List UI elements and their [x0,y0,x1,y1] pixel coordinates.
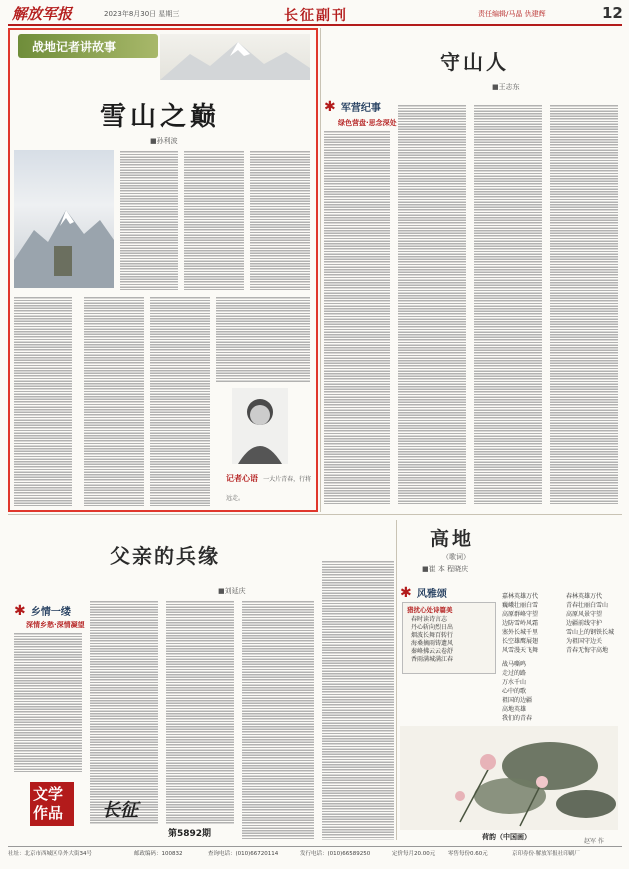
poem-line: 巍峨壮丽白雪 [502,602,539,609]
author-caption-note: 一大片青春，行将远走。 [226,476,312,502]
poetry-box-line: 香雨满城满江春 [411,656,454,663]
lower-article-title: 父亲的兵缘 [110,544,220,568]
column-divider [396,520,397,840]
right-text-col4 [550,104,618,504]
literature-logo-text: 文学作品 [33,785,64,822]
footer-price-single: 零售每份0.60元 [448,851,488,857]
feature-text-col4b [216,296,310,382]
poem-line: 心中的歌 [502,688,527,695]
column-divider [320,28,321,512]
footer-price-month: 定价每月20.00元 [392,851,436,857]
poem-byline: ■崔 本 程晓庆 [422,565,469,573]
poem-line: 为祖国守边关 [566,638,603,645]
poem-subtitle: （歌词） [442,553,470,561]
right-article-byline: ■王志东 [492,83,520,91]
paper-name: 解放军报 [12,5,73,23]
section-title: 长征副刊 [284,8,348,24]
feature-text-col2b [84,296,144,506]
footer-phone: 查询电话：(010)66720114 [208,851,279,857]
literature-logo [30,782,74,826]
poem-line: 风雪漫天飞舞 [502,647,539,654]
footer-rule [8,846,622,847]
painting-caption: 荷韵（中国画） [482,833,531,841]
poem-line: 我们的青春 [502,715,533,722]
lower-column-badge-label: 乡情一缕 [30,607,71,618]
author-portrait [232,388,288,464]
lower-article-byline: ■刘延庆 [218,587,246,595]
poem-line: 长空雄鹰展翅 [502,638,539,645]
feature-text-col2 [184,150,244,290]
footer [8,849,622,863]
poem-line: 青春无悔守高地 [566,647,609,654]
poem-line: 嘉林英雄万代 [502,593,539,600]
header-rule [8,24,622,26]
poem-line: 青春壮丽白雪山 [566,602,609,609]
poetry-box [402,602,496,674]
issue-number: 第5892期 [168,829,212,839]
poem-line: 雪山上的钢铁长城 [566,629,615,636]
poem-line: 走过的路 [502,670,527,677]
middle-divider [8,514,622,515]
poem-line: 塞外长城千里 [502,629,539,636]
poem-title: 高地 [430,528,475,550]
footer-printer: 京印券份·解放军报社印刷厂 [512,851,580,857]
poem-line: 春林英雄万代 [566,593,603,600]
poem-line: 边防雪岭风霜 [502,620,539,627]
poetry-box-line: 秦峰拂云云卷舒 [411,648,454,655]
poetry-box-line: 春时读诗言志 [411,616,448,623]
poetry-column-badge-label: 风雅颂 [416,589,447,600]
right-text-col3 [474,104,542,504]
article-title: 雪山之巅 [100,102,221,132]
column-badge-label: 战地记者讲故事 [32,40,117,54]
lower-text-col3 [166,600,234,824]
right-text-col2 [398,104,466,504]
poetry-box-line: 丹心斩向烈日出 [411,624,454,631]
feature-text-col3b [150,296,210,506]
poem-col1 [502,592,562,655]
footer-office-phone: 发行电话：(010)66589250 [300,851,371,857]
feature-text-col1 [120,150,178,290]
lower-text-col5 [322,560,394,840]
page-number: 12 [602,4,623,22]
poetry-box-line: 海桑摘雨铸遗风 [411,640,454,647]
lower-text-col1 [14,632,82,772]
poetry-column-badge [400,582,490,600]
feature-header-illustration [160,34,310,80]
feature-text-col1b [14,296,72,506]
issue-date: 2023年8月30日 星期三 [104,10,180,18]
poem-line: 边疆前线守护 [566,620,603,627]
right-text-col1 [324,130,390,504]
poem-line: 祖国的边疆 [502,697,533,704]
poetry-box-title: 猎扰心处诗篇美 [407,606,453,614]
lower-subtitle: 深情乡愁·深情凝望 [26,621,85,629]
lower-text-col4 [242,600,314,840]
column-badge [18,34,158,58]
right-column-badge-label: 军营纪事 [340,103,381,114]
painting-author: 赵军 作 [584,838,604,845]
poem-line: 高原群峰守望 [502,611,539,618]
star-icon: ✱ [324,99,336,115]
right-article-title: 守山人 [440,50,509,74]
masthead [8,3,622,23]
star-icon: ✱ [400,585,412,601]
footer-postcode: 邮政编码：100832 [134,851,183,857]
poem-line: 高原风景守望 [566,611,603,618]
right-subtitle: 绿色营盘·思念深处 [338,119,397,127]
feature-text-col3 [250,150,310,290]
lower-text-col2 [90,600,158,824]
footer-address: 社址：北京市西城区阜外大街34号 [8,851,92,857]
poem-line: 战马嘶鸣 [502,661,527,668]
poem-col3 [502,660,562,723]
poem-col2 [566,592,624,655]
mountain-illustration [160,34,310,80]
poem-line: 高地英雄 [502,706,527,713]
lotus-painting [400,726,618,830]
right-column-badge [324,96,404,114]
poem-line: 万水千山 [502,679,527,686]
calligraphy-title: 长征 [102,800,138,821]
author-caption [226,466,312,504]
star-icon: ✱ [14,603,26,619]
editor-info: 责任编辑/马晶 仇建辉 [478,10,546,18]
article-byline: ■孙利波 [150,137,178,145]
snow-mountain-photo [14,150,114,288]
poetry-box-line: 烟波长舞百转行 [411,632,454,639]
author-caption-title: 记者心语 [226,474,258,483]
